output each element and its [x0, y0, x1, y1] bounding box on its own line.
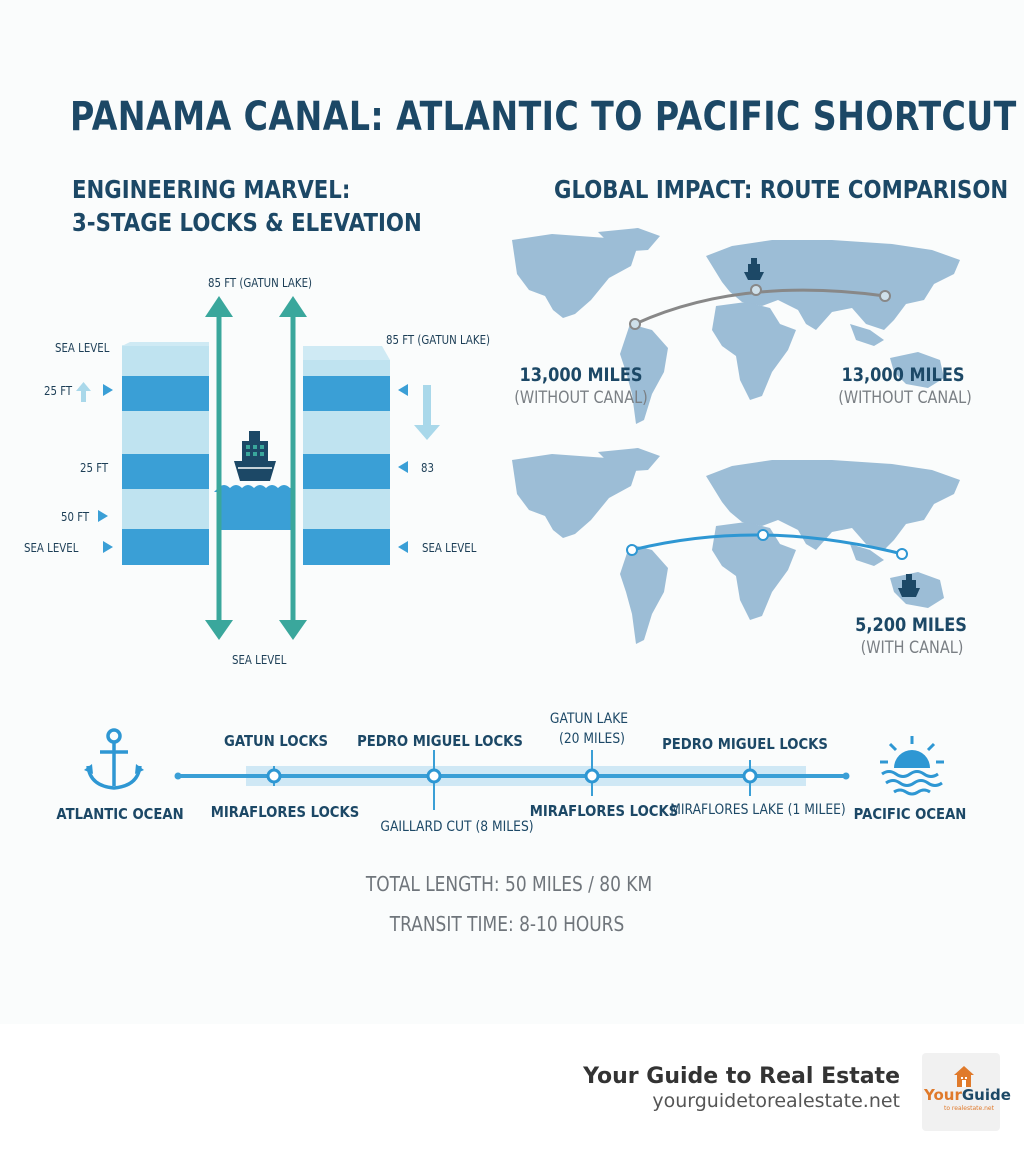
miraflores-lake-label: MIRAFLORES LAKE (1 MILEE) — [670, 802, 846, 818]
pointer-left-icon — [398, 384, 408, 396]
ship-icon — [234, 431, 276, 481]
gatun-locks-label: GATUN LOCKS — [224, 732, 328, 750]
without-canal-right-note: (WITHOUT CANAL) — [838, 388, 972, 408]
footer — [0, 1024, 1024, 1154]
pedro-miguel-locks-label-2: PEDRO MIGUEL LOCKS — [662, 735, 828, 753]
pacific-ocean-label: PACIFIC OCEAN — [853, 805, 967, 823]
left-label-sea-level-top: SEA LEVEL — [55, 341, 110, 355]
anchor-icon — [84, 730, 144, 788]
bottom-label-sea-level: SEA LEVEL — [232, 653, 287, 667]
miraflores-locks-label-1: MIRAFLORES LOCKS — [210, 803, 360, 821]
pointer-right-icon — [98, 510, 108, 522]
gatun-lake-right-label: 85 FT (GATUN LAKE) — [386, 333, 491, 347]
timeline-node — [744, 770, 756, 782]
without-canal-right-miles: 13,000 MILES — [841, 364, 965, 386]
brand-logo[interactable] — [922, 1053, 1011, 1131]
pointer-left-icon — [398, 541, 408, 553]
down-arrow-icon — [414, 385, 440, 440]
right-label-83: 83 — [421, 461, 434, 475]
without-canal-left-miles: 13,000 MILES — [519, 364, 643, 386]
route-node — [630, 319, 640, 329]
gatun-lake-label: GATUN LAKE — [549, 711, 629, 727]
gaillard-cut-label: GAILLARD CUT (8 MILES) — [380, 819, 534, 835]
miraflores-locks-label-2: MIRAFLORES LOCKS — [529, 802, 679, 820]
up-arrow-icon — [76, 382, 91, 402]
gatun-lake-top-label: 85 FT (GATUN LAKE) — [208, 276, 313, 290]
pointer-right-icon — [103, 541, 113, 553]
logo-word-your: Your — [924, 1086, 962, 1104]
route-node — [758, 530, 768, 540]
route-node — [751, 285, 761, 295]
timeline-node — [268, 770, 280, 782]
route-node — [627, 545, 637, 555]
with-canal-miles: 5,200 MILES — [855, 614, 967, 636]
left-lock-stack — [122, 342, 209, 565]
pointer-right-icon — [103, 384, 113, 396]
left-label-50ft: 50 FT — [61, 510, 90, 524]
elevation-arrow-left — [205, 296, 233, 640]
locks-heading-line2: 3-STAGE LOCKS & ELEVATION — [72, 208, 422, 237]
left-label-25ft-b: 25 FT — [80, 461, 109, 475]
without-canal-left-note: (WITHOUT CANAL) — [514, 388, 648, 408]
brand-name: Your Guide to Real Estate — [583, 1064, 900, 1089]
sunset-waves-icon — [880, 736, 944, 794]
timeline-node — [428, 770, 440, 782]
left-label-25ft-a: 25 FT — [44, 384, 73, 398]
gatun-lake-length: (20 MILES) — [559, 731, 625, 747]
timeline-node — [586, 770, 598, 782]
page-title: PANAMA CANAL: ATLANTIC TO PACIFIC SHORTCUT — [70, 94, 1017, 140]
right-label-sea-level: SEA LEVEL — [422, 541, 477, 555]
logo-word-guide: Guide — [961, 1086, 1011, 1104]
atlantic-ocean-label: ATLANTIC OCEAN — [56, 805, 184, 823]
pointer-left-icon — [398, 461, 408, 473]
right-lock-stack — [303, 346, 390, 565]
pedro-miguel-locks-label-1: PEDRO MIGUEL LOCKS — [357, 732, 523, 750]
with-canal-note: (WITH CANAL) — [860, 638, 964, 658]
route-node — [880, 291, 890, 301]
logo-sub: to realestate.net — [944, 1105, 994, 1112]
locks-diagram — [0, 260, 520, 680]
routes-heading: GLOBAL IMPACT: ROUTE COMPARISON — [554, 175, 1009, 204]
lock-water — [218, 488, 294, 530]
route-node — [897, 549, 907, 559]
transit-time: TRANSIT TIME: 8-10 HOURS — [389, 912, 625, 936]
elevation-arrow-right — [279, 296, 307, 640]
left-label-sea-level-bottom: SEA LEVEL — [24, 541, 79, 555]
brand-url[interactable]: yourguidetorealestate.net — [652, 1090, 900, 1112]
locks-heading-line1: ENGINEERING MARVEL: — [72, 175, 351, 204]
total-length: TOTAL LENGTH: 50 MILES / 80 KM — [365, 872, 653, 896]
